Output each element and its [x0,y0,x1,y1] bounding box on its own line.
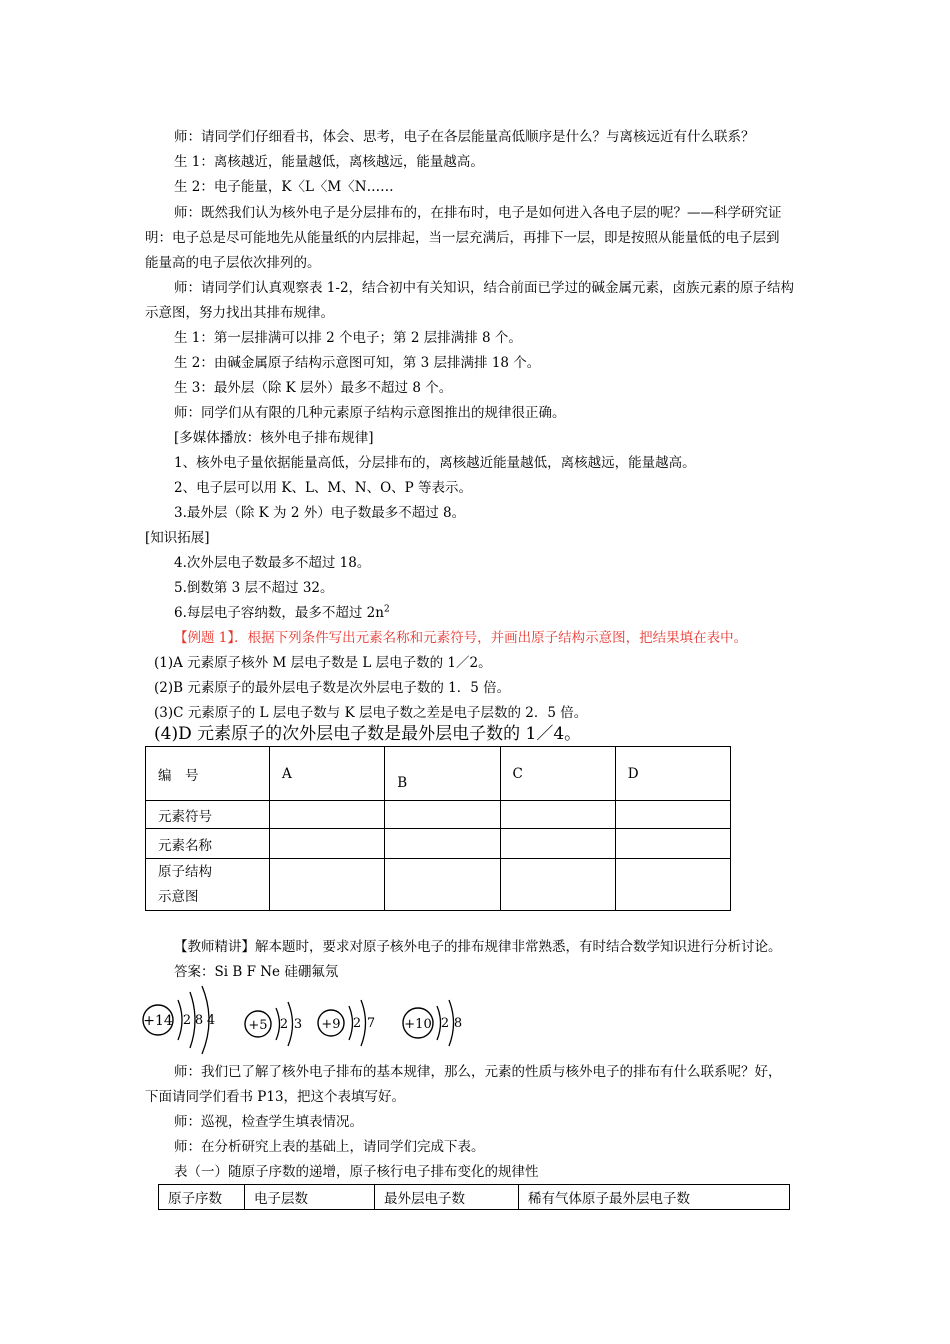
table-cell [500,829,615,859]
question: (4)D 元素原子的次外层电子数是最外层电子数的 1／4。 [154,724,582,744]
table-header-cell: A [270,747,385,801]
table-cell [270,801,385,829]
paragraph: 2、电子层可以用 K、L、M、N、O、P 等表示。 [174,480,473,496]
paragraph: 【教师精讲】解本题时，要求对原子核外电子的排布规律非常熟悉，有时结合数学知识进行分析讨论。 [174,939,782,955]
electron-count: 7 [366,1016,376,1031]
nucleus-label: +10 [404,1017,432,1032]
table-cell [270,859,385,911]
question: (3)C 元素原子的 L 层电子数与 K 层电子数之差是电子层数的 2．5 倍。 [154,705,588,721]
shell-arc [288,1002,293,1046]
table-cell [615,859,730,911]
paragraph: 5.倒数第 3 层不超过 32。 [174,580,334,596]
paragraph: 3.最外层（除 K 为 2 外）电子数最多不超过 8。 [174,505,466,521]
example-heading: 【例题 1】．根据下列条件写出元素名称和元素符号，并画出原子结构示意图，把结果填在表中。 [174,630,748,646]
table-cell [615,801,730,829]
shell-arc [449,1000,454,1046]
paragraph: [多媒体播放：核外电子排布规律] [174,430,374,446]
nucleus-label: +9 [321,1017,341,1032]
rule-table [158,1184,790,1210]
atom-structure-diagrams [138,982,478,1056]
electron-count: 2 [279,1017,289,1032]
shell-arc [178,1000,182,1040]
paragraph: 师：请同学们仔细看书，体会、思考，电子在各层能量高低顺序是什么？与离核远近有什么联系？ [174,129,755,145]
table-header-cell: 编 号 [146,747,270,801]
paragraph: 师：同学们从有限的几种元素原子结构示意图推出的规律很正确。 [174,405,566,421]
table-cell [385,801,500,829]
paragraph: 师：巡视，检查学生填表情况。 [174,1114,363,1130]
paragraph: 师：我们已了解了核外电子排布的基本规律，那么，元素的性质与核外电子的排布有什么联系呢？好， [174,1064,782,1080]
superscript: 2 [383,604,390,615]
paragraph: 生 1：离核越近，能量越低，离核越远，能量越高。 [174,154,484,170]
answer-table [145,746,731,911]
nucleus-label: +5 [248,1018,268,1033]
electron-count: 8 [194,1013,204,1028]
table-cell [500,801,615,829]
table-header-cell: 稀有气体原子最外层电子数 [519,1185,790,1210]
table-cell [385,859,500,911]
shell-arc [361,1000,366,1046]
question: (1)A 元素原子核外 M 层电子数是 L 层电子数的 1／2。 [154,655,492,671]
table-header-cell: 电子层数 [245,1185,375,1210]
paragraph: 能量高的电子层依次排列的。 [145,255,321,271]
table-row-label: 元素名称 [146,829,270,859]
atom-diagram-b [245,1002,302,1046]
table-cell [270,829,385,859]
paragraph: 生 2：电子能量，K〈L〈M〈N…… [174,179,394,195]
paragraph: 生 2：由碱金属原子结构示意图可知，第 3 层排满排 18 个。 [174,355,541,371]
paragraph: 师：既然我们认为核外电子是分层排布的，在排布时，电子是如何进入各电子层的呢？——科学研究证 [174,205,782,221]
table-cell [385,829,500,859]
electron-count: 3 [293,1017,303,1032]
atom-diagram-ne [403,1000,462,1046]
table-row-label-line: 示意图 [158,888,199,905]
paragraph-text: 6.每层电子容纳数，最多不超过 2n [174,605,384,621]
paragraph: 答案：Si B F Ne 硅硼氟氖 [174,964,339,980]
paragraph: 1、核外电子量依据能量高低，分层排布的，离核越近能量越低，离核越远，能量越高。 [174,455,696,471]
table-cell [615,829,730,859]
paragraph: 师：请同学们认真观察表 1-2，结合初中有关知识，结合前面已学过的碱金属元素，卤族元素的原子结构 [174,280,795,296]
table-row-label [146,859,270,911]
table-header-cell: D [615,747,730,801]
table-header-cell: 原子序数 [159,1185,245,1210]
paragraph: 明：电子总是尽可能地先从能量纸的内层排起，当一层充满后，再排下一层，即是按照从能量低的电子层到 [145,230,780,246]
paragraph [174,603,390,623]
table-caption: 表（一）随原子序数的递增，原子核行电子排布变化的规律性 [174,1164,539,1180]
electron-count: 4 [206,1013,216,1028]
paragraph: 师：在分析研究上表的基础上，请同学们完成下表。 [174,1139,485,1155]
table-header-cell: B [385,747,500,801]
table-header-cell: C [500,747,615,801]
table-row-label-line: 原子结构 [158,863,212,880]
paragraph: 示意图，努力找出其排布规律。 [145,305,334,321]
atom-diagram-f [318,1000,375,1046]
section-heading: [知识拓展] [145,530,210,546]
paragraph: 生 1：第一层排满可以排 2 个电子；第 2 层排满排 8 个。 [174,330,522,346]
nucleus-label: +14 [143,1013,173,1029]
table-row-label: 元素符号 [146,801,270,829]
electron-count: 2 [440,1016,450,1031]
table-header-cell: 最外层电子数 [375,1185,519,1210]
paragraph: 4.次外层电子数最多不超过 18。 [174,555,371,571]
electron-count: 2 [182,1013,192,1028]
question: (2)B 元素原子的最外层电子数是次外层电子数的 1．5 倍。 [154,680,511,696]
paragraph: 下面请同学们看书 P13，把这个表填写好。 [145,1089,406,1105]
paragraph: 生 3：最外层（除 K 层外）最多不超过 8 个。 [174,380,453,396]
table-cell [500,859,615,911]
electron-count: 2 [352,1016,362,1031]
electron-count: 8 [453,1016,463,1031]
atom-diagram-si [143,986,215,1054]
